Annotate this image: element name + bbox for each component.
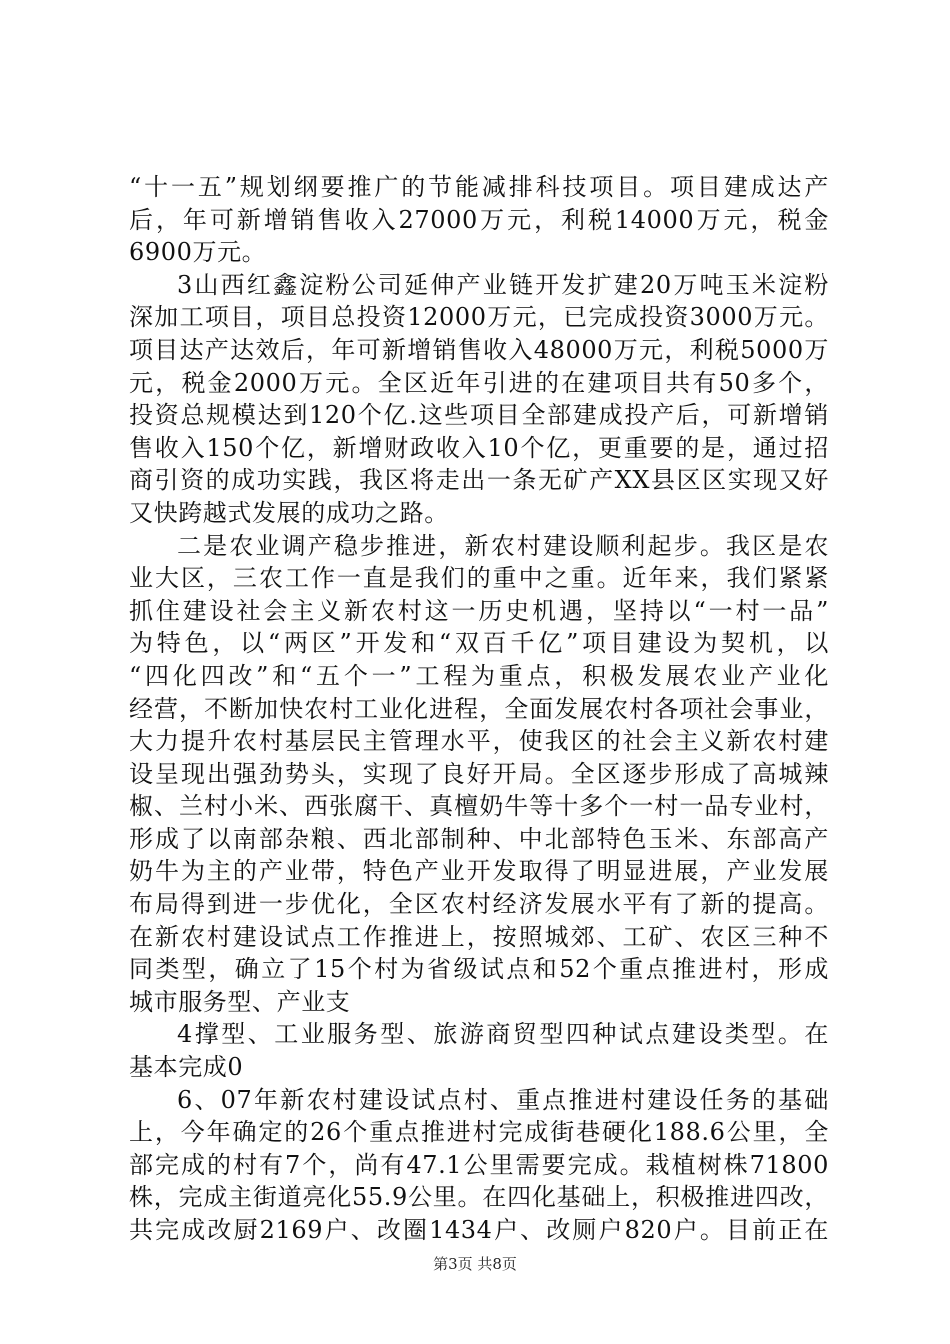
text-line: 设呈现出强劲势头，实现了良好开局。全区逐步形成了高城辣 <box>129 759 829 788</box>
text-line: 共完成改厨2169户、改圈1434户、改厕户820户。目前正在 <box>129 1216 829 1244</box>
text-line: 基本完成0 <box>129 1053 244 1082</box>
text-line: 为特色，以“两区”开发和“双百千亿”项目建设为契机，以 <box>129 629 829 658</box>
text-line: 形成了以南部杂粮、西北部制种、中北部特色玉米、东部高产 <box>129 824 829 853</box>
text-line: “四化四改”和“五个一”工程为重点，积极发展农业产业化 <box>129 661 829 690</box>
document-body <box>129 171 829 1247</box>
text-line: 后，年可新增销售收入27000万元，利税14000万元，税金 <box>129 205 829 234</box>
text-line: 售收入150个亿，新增财政收入10个亿，更重要的是，通过招 <box>129 433 829 462</box>
text-line: 城市服务型、产业支 <box>129 987 351 1016</box>
text-line: “十一五”规划纲要推广的节能减排科技项目。项目建成达产 <box>129 173 829 201</box>
text-line: 又快跨越式发展的成功之路。 <box>129 498 449 527</box>
text-line: 经营，不断加快农村工业化进程，全面发展农村各项社会事业， <box>129 694 829 723</box>
text-line: 二是农业调产稳步推进，新农村建设顺利起步。我区是农 <box>177 531 829 560</box>
text-line: 深加工项目，项目总投资12000万元，已完成投资3000万元。 <box>129 303 829 332</box>
text-line: 大力提升农村基层民主管理水平，使我区的社会主义新农村建 <box>129 727 829 756</box>
text-line: 6900万元。 <box>129 238 267 267</box>
text-line: 项目达产达效后，年可新增销售收入48000万元，利税5000万 <box>129 335 829 364</box>
text-line: 同类型，确立了15个村为省级试点和52个重点推进村，形成 <box>129 955 829 984</box>
text-line: 投资总规模达到120个亿.这些项目全部建成投产后，可新增销 <box>129 401 829 430</box>
text-line: 业大区，三农工作一直是我们的重中之重。近年来，我们紧紧 <box>129 564 829 593</box>
text-line: 商引资的成功实践，我区将走出一条无矿产XX县区区实现又好 <box>129 466 829 495</box>
text-line: 在新农村建设试点工作推进上，按照城郊、工矿、农区三种不 <box>129 922 829 951</box>
text-line: 椒、兰村小米、西张腐干、真檀奶牛等十多个一村一品专业村， <box>129 792 829 821</box>
text-line: 上，今年确定的26个重点推进村完成街巷硬化188.6公里，全 <box>129 1118 829 1147</box>
text-line: 抓住建设社会主义新农村这一历史机遇，坚持以“一村一品” <box>129 596 829 625</box>
text-line: 3山西红鑫淀粉公司延伸产业链开发扩建20万吨玉米淀粉 <box>177 270 829 299</box>
text-line: 4撑型、工业服务型、旅游商贸型四种试点建设类型。在 <box>177 1020 829 1049</box>
text-line: 元，税金2000万元。全区近年引进的在建项目共有50多个， <box>129 368 829 397</box>
page-number-footer: 第3页 共8页 <box>433 1255 517 1273</box>
text-line: 部完成的村有7个，尚有47.1公里需要完成。栽植树株71800 <box>129 1150 829 1179</box>
text-line: 株，完成主街道亮化55.9公里。在四化基础上，积极推进四改， <box>129 1183 829 1212</box>
text-line: 奶牛为主的产业带，特色产业开发取得了明显进展，产业发展 <box>129 857 829 886</box>
text-line: 6、07年新农村建设试点村、重点推进村建设任务的基础 <box>177 1085 829 1114</box>
text-line: 布局得到进一步优化，全区农村经济发展水平有了新的提高。 <box>129 890 829 919</box>
